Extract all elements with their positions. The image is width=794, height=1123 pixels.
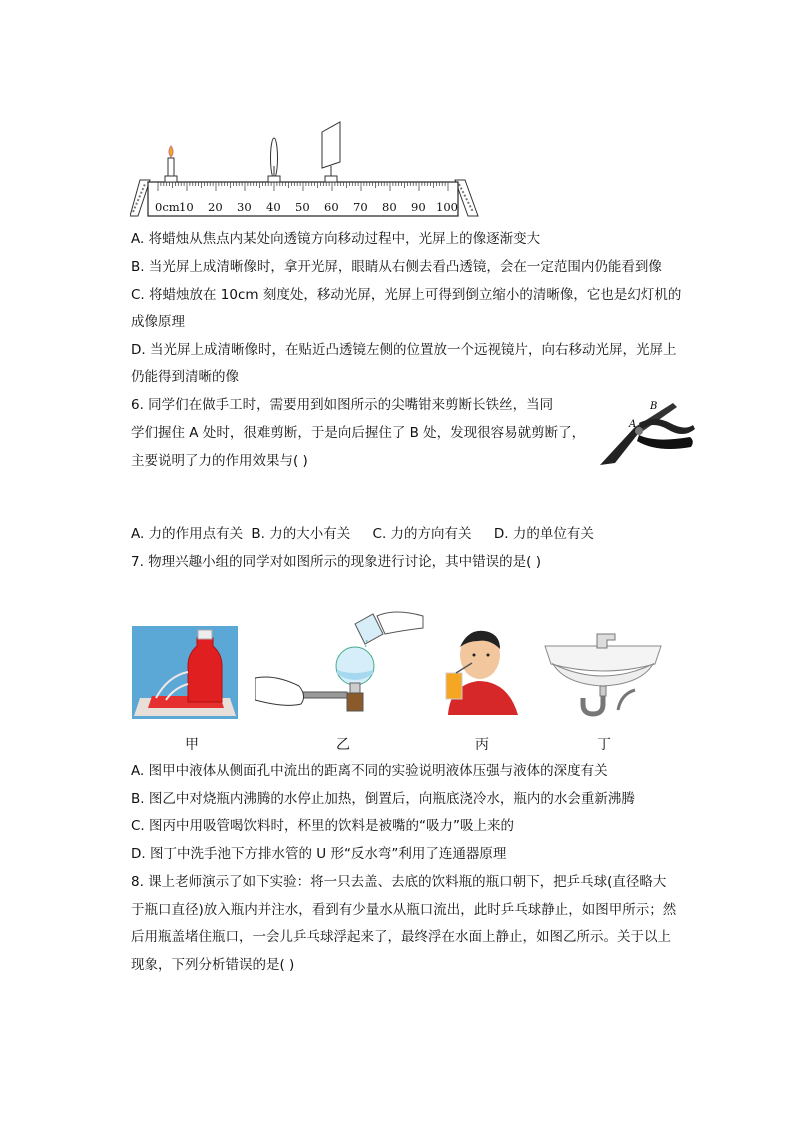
q8-stem-2: 于瓶口直径)放入瓶内并注水，看到有少量水从瓶口流出，此时乒乓球静止，如图甲所示；然	[131, 902, 677, 918]
q6-options	[131, 525, 594, 543]
figure-jia-bottle	[132, 626, 238, 719]
caption-yi: 乙	[336, 737, 350, 753]
q7-option-a: A. 图甲中液体从侧面孔中流出的距离不同的实验说明液体压强与液体的深度有关	[131, 763, 608, 779]
figure-ding-sink	[543, 628, 663, 720]
pliers-figure	[595, 395, 700, 470]
q5-option-c-cont: 成像原理	[131, 314, 185, 330]
figure-yi-flask	[255, 600, 430, 722]
pliers-label-a: A	[629, 419, 637, 430]
ruler-label: 60	[324, 200, 339, 214]
ruler-label: 90	[411, 200, 426, 214]
ruler-label: 80	[382, 200, 397, 214]
q8-stem-3: 后用瓶盖堵住瓶口，一会儿乒乓球浮起来了，最终浮在水面上静止，如图乙所示。关于以上	[131, 929, 671, 945]
ruler-label: 40	[266, 200, 281, 214]
q5-option-d-cont: 仍能得到清晰的像	[131, 369, 239, 385]
ruler-label: 70	[353, 200, 368, 214]
ruler-label: 30	[237, 200, 252, 214]
ruler-label: 100	[436, 200, 458, 214]
pliers-label-b: B	[650, 401, 658, 412]
q5-option-d: D. 当光屏上成清晰像时，在贴近凸透镜左侧的位置放一个远视镜片，向右移动光屏，光屏上	[131, 342, 677, 358]
q6-option-d: D. 力的单位有关	[493, 526, 594, 542]
q7-option-c: C. 图丙中用吸管喝饮料时，杯里的饮料是被嘴的“吸力”吸上来的	[131, 818, 514, 834]
q6-stem-2: 学们握住 A 处时，很难剪断，于是向后握住了 B 处，发现很容易就剪断了，	[131, 425, 586, 441]
ruler-label: 10	[179, 200, 194, 214]
q8-stem-1: 8. 课上老师演示了如下实验：将一只去盖、去底的饮料瓶的瓶口朝下，把乒乓球(直径略大	[131, 874, 667, 890]
q6-option-c: C. 力的方向有关	[372, 526, 472, 542]
q6-option-a: A. 力的作用点有关	[131, 526, 244, 542]
q7-option-b: B. 图乙中对烧瓶内沸腾的水停止加热，倒置后，向瓶底浇冷水，瓶内的水会重新沸腾	[131, 791, 635, 807]
q7-option-d: D. 图丁中洗手池下方排水管的 U 形“反水弯”利用了连通器原理	[131, 846, 507, 862]
q6-stem-1: 6. 同学们在做手工时，需要用到如图所示的尖嘴钳来剪断长铁丝，当同	[131, 397, 554, 413]
caption-jia: 甲	[185, 737, 199, 753]
q7-stem: 7. 物理兴趣小组的同学对如图所示的现象进行讨论，其中错误的是( )	[131, 554, 541, 570]
ruler-label: 20	[208, 200, 223, 214]
ruler-label: 50	[295, 200, 310, 214]
caption-bing: 丙	[475, 737, 489, 753]
q6-stem-3: 主要说明了力的作用效果与( )	[131, 453, 308, 469]
figure-bing-child	[438, 625, 523, 715]
q8-stem-4: 现象，下列分析错误的是( )	[131, 957, 295, 973]
ruler-label: 0cm	[155, 200, 180, 214]
q5-option-c: C. 将蜡烛放在 10cm 刻度处，移动光屏，光屏上可得到倒立缩小的清晰像，它也是幻灯机的	[131, 287, 682, 303]
q5-option-b: B. 当光屏上成清晰像时，拿开光屏，眼睛从右侧去看凸透镜，会在一定范围内仍能看到像	[131, 259, 662, 275]
q5-option-a: A. 将蜡烛从焦点内某处向透镜方向移动过程中，光屏上的像逐渐变大	[131, 231, 541, 247]
caption-ding: 丁	[597, 737, 611, 753]
q6-option-b: B. 力的大小有关	[251, 526, 351, 542]
